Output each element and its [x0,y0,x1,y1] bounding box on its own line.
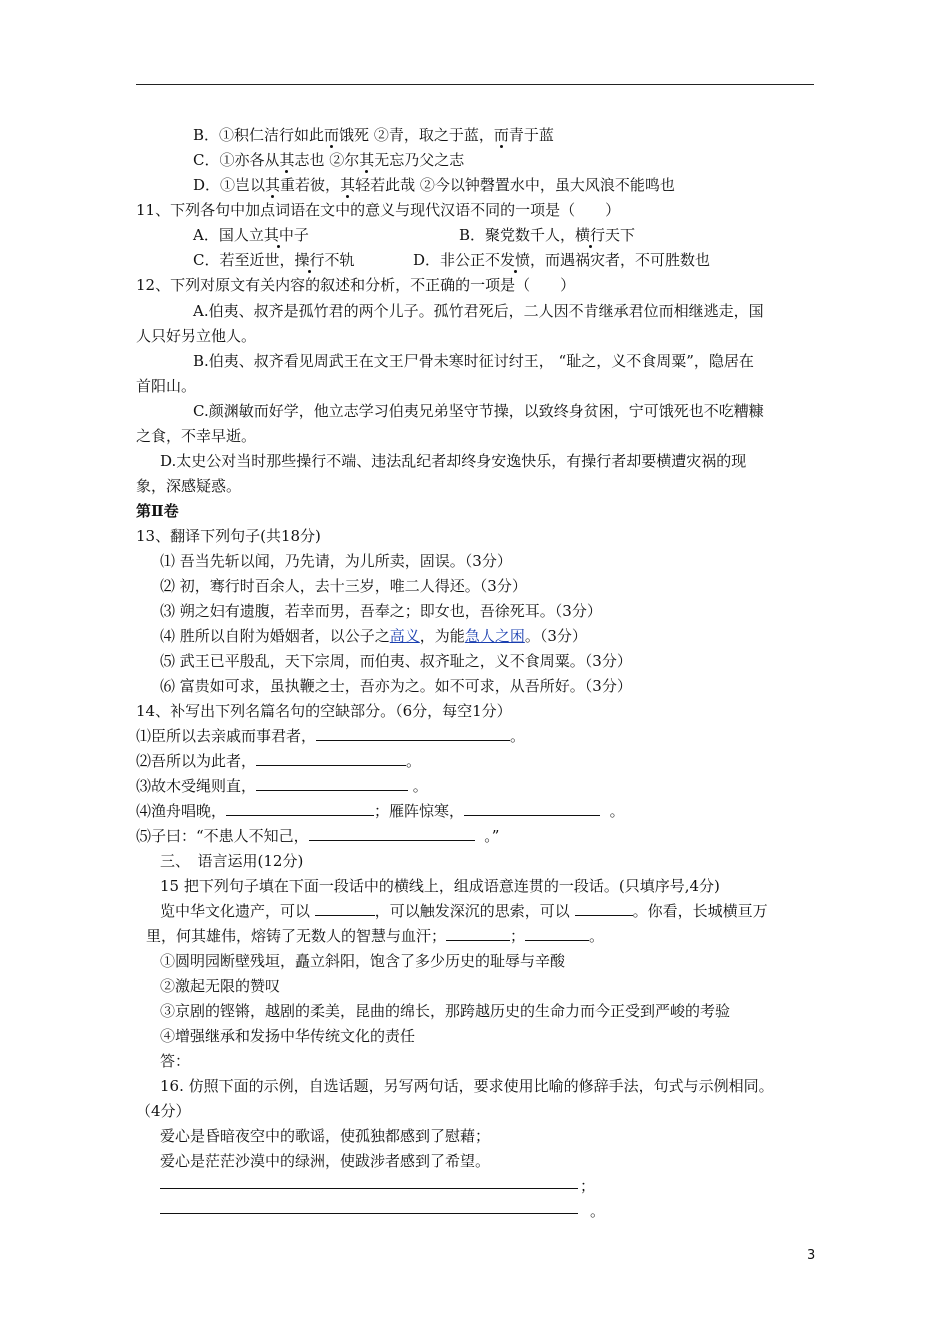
q15-stem: 15 把下列句子填在下面一段话中的横线上，组成语意连贯的一段话。(只填序号,4分) [160,877,720,895]
q13-item-1: ⑴ 吾当先斩以闻，乃先请，为儿所卖，固误。（3分） [160,552,512,570]
answer-line-2[interactable] [160,1213,578,1214]
q13-item-6: ⑹ 富贵如可求，虽执鞭之士，吾亦为之。如不可求，从吾所好。（3分） [160,677,632,695]
link-gaoyi[interactable]: 高义 [389,627,420,645]
q11-option-d: D．非公正不发愤，而遇祸灾者，不可胜数也 [413,251,711,269]
q16-example-1: 爱心是昏暗夜空中的歌谣，使孤独都感到了慰藉； [160,1127,491,1145]
answer-line-2-end: 。 [590,1202,606,1220]
q13-item-4: ⑷ 胜所以自附为婚姻者，以公子之高义，为能急人之困。（3分） [160,627,587,645]
part-three-title: 三、 语言运用(12分) [160,852,304,870]
q16-score: （4分） [136,1102,191,1120]
q13-stem: 13、翻译下列句子(共18分) [136,527,321,545]
q15-option-4: ④增强继承和发扬中华传统文化的责任 [160,1027,416,1045]
q15-option-1: ①圆明园断壁残垣，矗立斜阳，饱含了多少历史的耻辱与辛酸 [160,952,566,970]
q14-line-2: ⑵吾所以为此者， 。 [136,752,422,770]
q12-option-d-line1: D.太史公对当时那些操行不端、违法乱纪者却终身安逸快乐，有操行者却要横遭灾祸的现 [160,452,747,470]
q15-paragraph-line1: 览中华文化遗产，可以 ，可以触发深沉的思索，可以 。你看，长城横亘万 [160,902,768,920]
q15-option-2: ②激起无限的赞叹 [160,977,281,995]
q12-option-a-line2: 人只好另立他人。 [136,327,257,345]
blank[interactable] [315,901,375,916]
q14-line-3: ⑶故木受绳则直， 。 [136,777,428,795]
q11-option-c: C．若至近世，操行不轨 [193,251,355,269]
q13-item-3: ⑶ 朔之妇有遗腹，若幸而男，吾奉之；即女也，吾徐死耳。（3分） [160,602,602,620]
blank[interactable] [309,826,475,841]
blank[interactable] [256,751,406,766]
q13-item-5: ⑸ 武王已平殷乱，天下宗周，而伯夷、叔齐耻之，义不食周粟。（3分） [160,652,632,670]
q16-example-2: 爱心是茫茫沙漠中的绿洲，使跋涉者感到了希望。 [160,1152,491,1170]
q10-option-d: D．①岂以其重若彼，其轻若此哉 ②今以钟磬置水中，虽大风浪不能鸣也 [193,176,675,194]
q11-option-a: A．国人立其中子 [193,226,309,244]
blank[interactable] [575,901,633,916]
q14-line-4: ⑷渔舟唱晚， ；雁阵惊寒， 。 [136,802,625,820]
answer-line-1[interactable] [160,1188,578,1189]
q10-option-c: C．①亦各从其志也 ②尔其无忘乃父之志 [193,151,465,169]
blank[interactable] [226,801,374,816]
blank[interactable] [316,726,510,741]
section-title: 第Ⅱ卷 [136,502,179,520]
header-rule [136,84,814,85]
q12-option-c-line1: C.颜渊敏而好学，他立志学习伯夷兄弟坚守节操，以致终身贫困，宁可饿死也不吃糟糠 [193,402,764,420]
link-jirenzhikun[interactable]: 急人之困 [464,627,525,645]
q12-option-d-line2: 象，深感疑惑。 [136,477,242,495]
q12-option-b-line1: B.伯夷、叔齐看见周武王在文王尸骨未寒时征讨纣王， “耻之，义不食周粟”，隐居在 [193,352,754,370]
q11-stem: 11、下列各句中加点词语在文中的意义与现代汉语不同的一项是（ ） [136,201,621,219]
blank[interactable] [256,776,408,791]
q15-paragraph-line2: 里，何其雄伟，熔铸了无数人的智慧与血汗； ； 。 [146,927,605,945]
q12-option-c-line2: 之食，不幸早逝。 [136,427,257,445]
q12-option-b-line2: 首阳山。 [136,377,197,395]
q10-option-b: B．①积仁洁行如此而饿死 ②青，取之于蓝，而青于蓝 [193,126,554,144]
q16-stem: 16. 仿照下面的示例，自选话题，另写两句话，要求使用比喻的修辞手法，句式与示例相同。 [160,1077,774,1095]
q15-option-3: ③京剧的铿锵，越剧的柔美，昆曲的绵长，那跨越历史的生命力而今正受到严峻的考验 [160,1002,731,1020]
answer-line-1-end: ； [580,1177,596,1195]
q14-line-1: ⑴臣所以去亲戚而事君者， 。 [136,727,526,745]
page-number: 3 [807,1248,816,1263]
q12-option-a-line1: A.伯夷、叔齐是孤竹君的两个儿子。孤竹君死后，二人因不肯继承君位而相继逃走，国 [193,302,764,320]
blank[interactable] [525,926,589,941]
q14-stem: 14、补写出下列名篇名句的空缺部分。（6分，每空1分） [136,702,512,720]
blank[interactable] [464,801,600,816]
q13-item-2: ⑵ 初，骞行时百余人，去十三岁，唯二人得还。（3分） [160,577,527,595]
q12-stem: 12、下列对原文有关内容的叙述和分析，不正确的一项是（ ） [136,276,576,294]
q15-answer-label: 答： [160,1052,191,1070]
q14-line-5: ⑸子曰：“不患人不知己， 。” [136,827,500,845]
blank[interactable] [446,926,510,941]
q11-option-b: B．聚党数千人，横行天下 [459,226,636,244]
